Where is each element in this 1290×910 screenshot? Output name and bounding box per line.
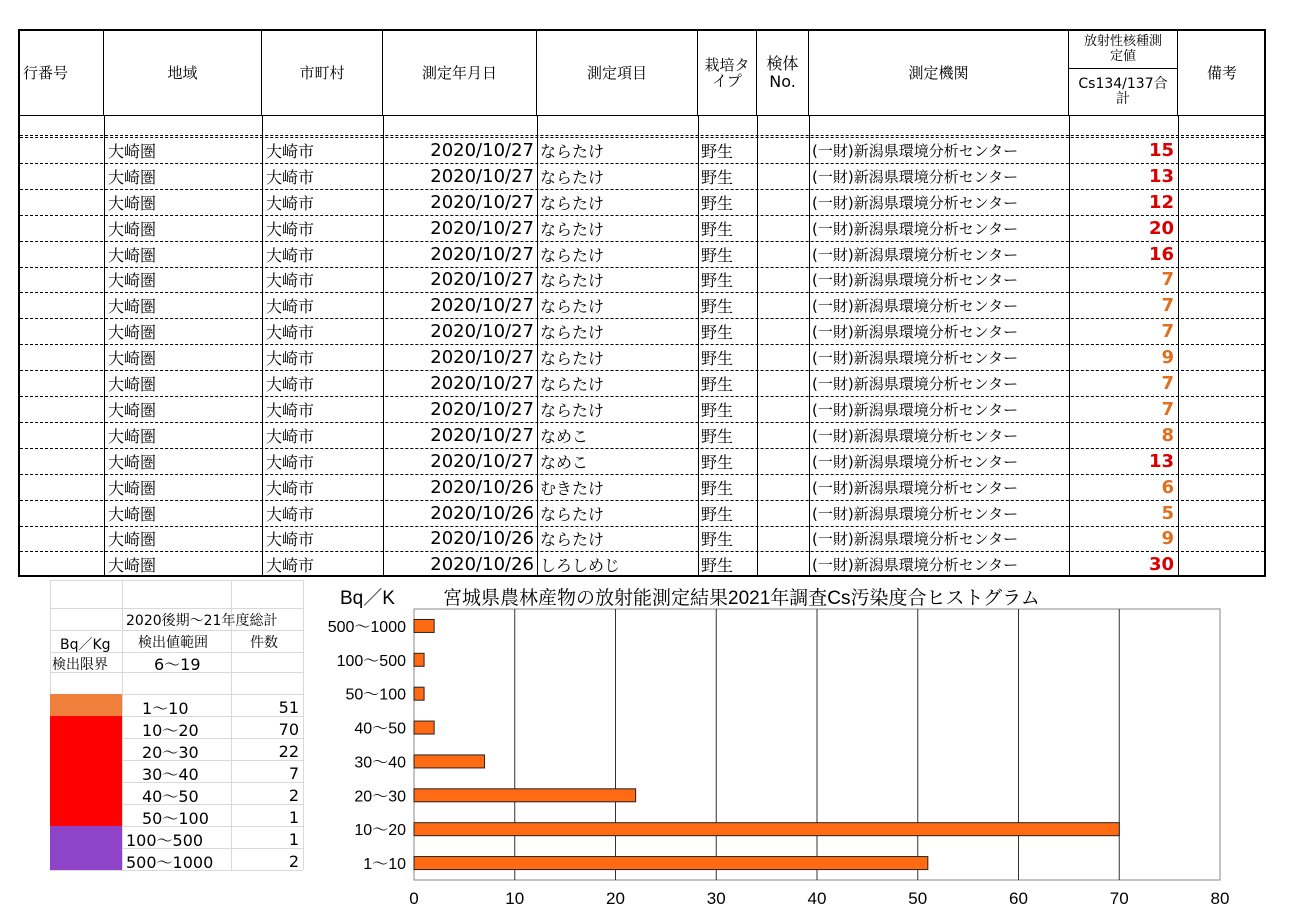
cell-type: 野生: [701, 375, 734, 395]
cell-city: 大崎市: [266, 219, 315, 239]
cell-agency: (一財)新潟県環境分析センター: [812, 426, 1019, 445]
cell-region: 大崎圏: [108, 400, 157, 420]
cell-city: 大崎市: [266, 400, 315, 420]
cell-date: 2020/10/27: [430, 373, 534, 395]
header-sample-no: 検体No.: [757, 31, 809, 115]
chart-bar: [414, 687, 424, 700]
cell-region: 大崎圏: [108, 530, 157, 550]
cell-type: 野生: [701, 271, 734, 291]
cell-value: 12: [1148, 191, 1174, 213]
cell-type: 野生: [701, 426, 734, 446]
cell-type: 野生: [701, 245, 734, 265]
summary-color-swatch: [50, 848, 122, 870]
cell-value: 13: [1148, 165, 1174, 187]
cell-date: 2020/10/27: [430, 347, 534, 369]
cell-city: 大崎市: [266, 245, 315, 265]
cell-agency: (一財)新潟県環境分析センター: [812, 375, 1019, 394]
cell-type: 野生: [701, 297, 734, 317]
cell-city: 大崎市: [266, 556, 315, 576]
cell-city: 大崎市: [266, 271, 315, 291]
chart-category-label: 500～1000: [327, 618, 406, 636]
header-cultivation-type: 栽培タイプ: [698, 31, 757, 115]
cell-agency: (一財)新潟県環境分析センター: [812, 323, 1019, 342]
summary-color-swatch: [50, 694, 122, 716]
cell-date: 2020/10/26: [430, 476, 534, 498]
header-nuclide-bottom: Cs134/137合計: [1078, 75, 1168, 107]
table-row: [20, 215, 1264, 241]
table-row: [20, 292, 1264, 318]
summary-range: 100～500: [126, 831, 204, 850]
table-row: [20, 422, 1264, 448]
cell-value: 20: [1148, 217, 1174, 239]
table-row: [20, 370, 1264, 396]
cell-item: しろしめじ: [540, 556, 621, 576]
cell-agency: (一財)新潟県環境分析センター: [812, 478, 1019, 497]
cell-item: ならたけ: [540, 375, 605, 395]
cell-item: ならたけ: [540, 141, 605, 161]
cell-city: 大崎市: [266, 141, 315, 161]
cell-agency: (一財)新潟県環境分析センター: [812, 297, 1019, 316]
table-row: [20, 448, 1264, 474]
summary-range: 30～40: [142, 765, 199, 784]
cell-agency: (一財)新潟県環境分析センター: [812, 193, 1019, 212]
chart-category-label: 20～30: [354, 788, 406, 806]
cell-agency: (一財)新潟県環境分析センター: [812, 452, 1019, 471]
cell-region: 大崎圏: [108, 452, 157, 472]
header-region: 地域: [104, 31, 262, 115]
summary-range: 1～10: [142, 699, 189, 718]
summary-count: 1: [288, 808, 299, 827]
summary-color-swatch: [50, 804, 122, 826]
summary-limit-label: 検出限界: [52, 657, 108, 673]
cell-date: 2020/10/27: [430, 191, 534, 213]
cell-region: 大崎圏: [108, 271, 157, 291]
cell-type: 野生: [701, 478, 734, 498]
cell-type: 野生: [701, 167, 734, 187]
cell-item: ならたけ: [540, 193, 605, 213]
cell-item: ならたけ: [540, 297, 605, 317]
cell-value: 7: [1161, 269, 1174, 291]
cell-agency: (一財)新潟県環境分析センター: [812, 530, 1019, 549]
cell-date: 2020/10/27: [430, 243, 534, 265]
chart-bar: [414, 857, 928, 870]
cell-agency: (一財)新潟県環境分析センター: [812, 400, 1019, 419]
cell-city: 大崎市: [266, 349, 315, 369]
table-spacer-line: [20, 135, 1264, 136]
cell-value: 9: [1161, 528, 1174, 550]
table-row: [20, 318, 1264, 344]
cell-date: 2020/10/26: [430, 528, 534, 550]
cell-value: 9: [1161, 347, 1174, 369]
table-row: [20, 163, 1264, 189]
cell-agency: (一財)新潟県環境分析センター: [812, 167, 1019, 186]
cell-region: 大崎圏: [108, 297, 157, 317]
chart-category-label: 1～10: [363, 856, 406, 874]
cell-item: ならたけ: [540, 167, 605, 187]
cell-region: 大崎圏: [108, 349, 157, 369]
table-row: [20, 344, 1264, 370]
chart-x-tick-label: 50: [908, 889, 928, 908]
summary-count: 70: [278, 720, 299, 739]
chart-x-tick-label: 60: [1009, 889, 1028, 908]
chart-x-tick-label: 0: [409, 889, 419, 908]
chart-x-tick-label: 80: [1210, 889, 1230, 908]
chart-y-unit: Bq／K: [340, 588, 395, 609]
chart-bar: [414, 789, 636, 802]
chart-x-tick-label: 20: [606, 889, 625, 908]
summary-unit: Bq／Kg: [60, 637, 111, 653]
summary-title: 2020後期～21年度総計: [126, 613, 278, 629]
cell-date: 2020/10/27: [430, 217, 534, 239]
header-row-no: 行番号: [20, 31, 104, 115]
cell-type: 野生: [701, 556, 734, 576]
cell-agency: (一財)新潟県環境分析センター: [812, 245, 1019, 264]
cell-type: 野生: [701, 193, 734, 213]
chart-bar: [414, 823, 1119, 836]
cell-type: 野生: [701, 349, 734, 369]
chart-title: 宮城県農林産物の放射能測定結果2021年調査Cs汚染度合ヒストグラム: [443, 588, 1040, 609]
cell-region: 大崎圏: [108, 426, 157, 446]
cell-value: 7: [1161, 398, 1174, 420]
table-row: [20, 189, 1264, 215]
cell-region: 大崎圏: [108, 167, 157, 187]
cell-type: 野生: [701, 504, 734, 524]
chart-category-label: 10～20: [354, 822, 406, 840]
chart-category-label: 50～100: [345, 686, 406, 704]
header-divider: [20, 115, 1264, 116]
summary-grid-line: [50, 580, 303, 581]
table-row: [20, 500, 1264, 526]
header-agency: 測定機関: [809, 31, 1069, 115]
summary-grid-line: [50, 630, 303, 631]
cell-item: なめこ: [540, 426, 589, 446]
cell-city: 大崎市: [266, 426, 315, 446]
measurement-table: [18, 29, 1266, 577]
summary-color-swatch: [50, 782, 122, 804]
chart-category-label: 100～500: [336, 652, 406, 670]
summary-color-swatch: [50, 716, 122, 738]
cell-value: 7: [1161, 373, 1174, 395]
header-remarks: 備考: [1206, 63, 1237, 82]
cell-date: 2020/10/27: [430, 295, 534, 317]
cell-city: 大崎市: [266, 452, 315, 472]
cell-agency: (一財)新潟県環境分析センター: [812, 504, 1019, 523]
summary-limit-value: 6～19: [154, 655, 201, 674]
cell-value: 30: [1148, 554, 1174, 576]
cell-date: 2020/10/27: [430, 424, 534, 446]
cell-date: 2020/10/27: [430, 139, 534, 161]
cell-city: 大崎市: [266, 504, 315, 524]
summary-color-swatch: [50, 760, 122, 782]
summary-count: 1: [288, 830, 299, 849]
summary-color-swatch: [50, 826, 122, 848]
header-city: 市町村: [262, 31, 383, 115]
cell-item: なめこ: [540, 452, 589, 472]
cell-item: ならたけ: [540, 530, 605, 550]
chart-category-label: 30～40: [354, 754, 406, 772]
cell-region: 大崎圏: [108, 323, 157, 343]
summary-range: 500～1000: [126, 853, 214, 872]
chart-x-tick-label: 40: [807, 889, 827, 908]
cell-item: ならたけ: [540, 323, 605, 343]
table-row: [20, 474, 1264, 500]
cell-city: 大崎市: [266, 297, 315, 317]
cell-value: 8: [1161, 424, 1174, 446]
summary-range: 10～20: [142, 721, 199, 740]
cell-value: 6: [1161, 476, 1174, 498]
cell-date: 2020/10/26: [430, 502, 534, 524]
cell-type: 野生: [701, 452, 734, 472]
cell-city: 大崎市: [266, 323, 315, 343]
table-row: [20, 137, 1264, 163]
cell-value: 16: [1148, 243, 1174, 265]
cell-agency: (一財)新潟県環境分析センター: [812, 219, 1019, 238]
summary-range: 50～100: [142, 809, 209, 828]
chart-bar: [414, 721, 434, 734]
cell-agency: (一財)新潟県環境分析センター: [812, 556, 1019, 575]
chart-bar: [414, 653, 424, 666]
cell-item: ならたけ: [540, 400, 605, 420]
summary-count: 2: [288, 852, 299, 871]
table-row: [20, 396, 1264, 422]
cell-value: 5: [1161, 502, 1174, 524]
header-item: 測定項目: [537, 31, 698, 115]
cell-agency: (一財)新潟県環境分析センター: [812, 271, 1019, 290]
table-row: [20, 267, 1264, 293]
cell-region: 大崎圏: [108, 193, 157, 213]
cell-type: 野生: [701, 141, 734, 161]
table-row: [20, 551, 1264, 577]
chart-bar: [414, 619, 434, 632]
cell-region: 大崎圏: [108, 245, 157, 265]
summary-count: 7: [288, 764, 299, 783]
summary-table: [50, 580, 305, 872]
cell-date: 2020/10/27: [430, 321, 534, 343]
cell-city: 大崎市: [266, 478, 315, 498]
summary-count: 2: [288, 786, 299, 805]
cell-region: 大崎圏: [108, 141, 157, 161]
table-row: [20, 241, 1264, 267]
chart-x-tick-label: 70: [1109, 889, 1129, 908]
cell-date: 2020/10/27: [430, 165, 534, 187]
cell-value: 7: [1161, 295, 1174, 317]
summary-count: 51: [278, 698, 299, 717]
summary-color-swatch: [50, 738, 122, 760]
header-nuclide: [1069, 31, 1178, 115]
cell-region: 大崎圏: [108, 219, 157, 239]
cell-region: 大崎圏: [108, 478, 157, 498]
histogram-chart: [300, 582, 1260, 910]
summary-col-count: 件数: [250, 635, 278, 651]
cell-item: ならたけ: [540, 271, 605, 291]
cell-type: 野生: [701, 219, 734, 239]
header-date: 測定年月日: [383, 31, 537, 115]
cell-city: 大崎市: [266, 375, 315, 395]
cell-type: 野生: [701, 530, 734, 550]
cell-type: 野生: [701, 323, 734, 343]
chart-bar: [414, 755, 485, 768]
cell-item: ならたけ: [540, 245, 605, 265]
cell-agency: (一財)新潟県環境分析センター: [812, 141, 1019, 160]
cell-value: 13: [1148, 450, 1174, 472]
chart-x-tick-label: 10: [505, 889, 525, 908]
cell-city: 大崎市: [266, 167, 315, 187]
cell-city: 大崎市: [266, 193, 315, 213]
cell-region: 大崎圏: [108, 375, 157, 395]
cell-item: ならたけ: [540, 349, 605, 369]
summary-grid-line: [50, 608, 303, 609]
cell-value: 15: [1148, 139, 1174, 161]
chart-x-tick-label: 30: [706, 889, 726, 908]
cell-date: 2020/10/27: [430, 269, 534, 291]
summary-range: 20～30: [142, 743, 199, 762]
cell-item: むきたけ: [540, 478, 605, 498]
cell-city: 大崎市: [266, 530, 315, 550]
cell-date: 2020/10/27: [430, 450, 534, 472]
cell-item: ならたけ: [540, 504, 605, 524]
summary-col-range: 検出値範囲: [138, 635, 208, 651]
cell-item: ならたけ: [540, 219, 605, 239]
header-nuclide-top: 放射性核種測定値: [1069, 31, 1177, 69]
cell-type: 野生: [701, 400, 734, 420]
table-row: [20, 526, 1264, 552]
chart-category-label: 40～50: [354, 720, 406, 738]
cell-date: 2020/10/26: [430, 554, 534, 576]
cell-value: 7: [1161, 321, 1174, 343]
cell-date: 2020/10/27: [430, 398, 534, 420]
cell-agency: (一財)新潟県環境分析センター: [812, 349, 1019, 368]
cell-region: 大崎圏: [108, 504, 157, 524]
summary-count: 22: [278, 742, 299, 761]
summary-range: 40～50: [142, 787, 199, 806]
cell-region: 大崎圏: [108, 556, 157, 576]
